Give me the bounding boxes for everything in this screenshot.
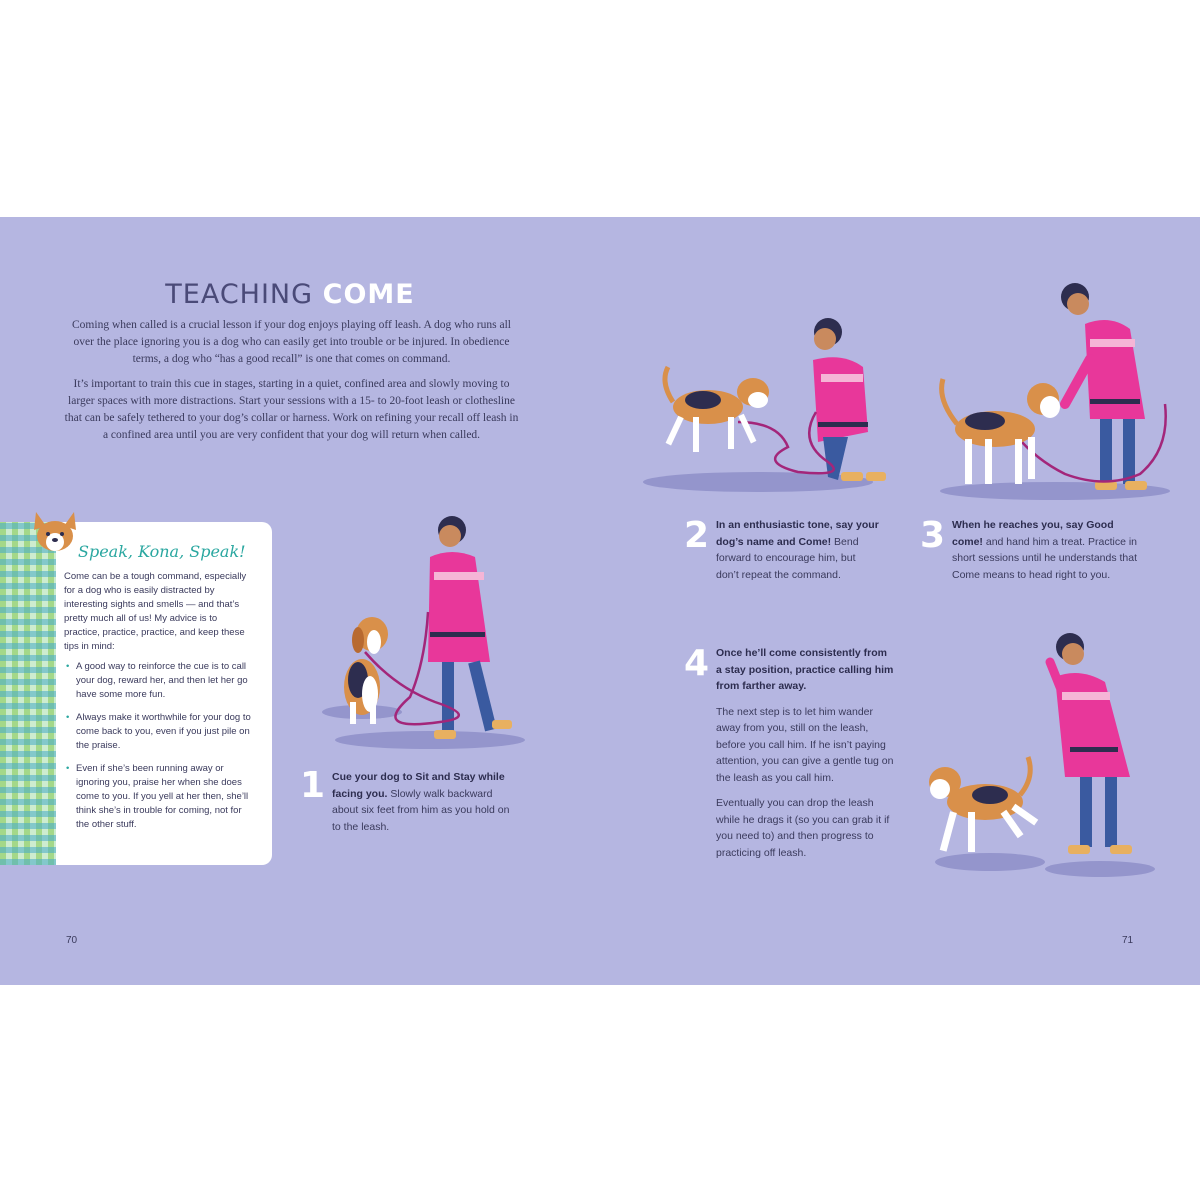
sidebar-tip: • Even if she’s been running away or ignoring you, praise her when she does come to you. If you yell at her then, she’ll think she’s in trouble for coming, not for the other stuff.	[64, 762, 252, 832]
step-1-body: Slowly walk backward about six feet from him as you hold on to the leash.	[332, 787, 510, 833]
step-3-body: and hand him a treat. Practice in short sessions until he understands that Come means to head right to you.	[952, 535, 1138, 581]
illustration-step-3	[925, 279, 1190, 504]
book-spread	[0, 217, 1200, 985]
intro-paragraph-2: It’s important to train this cue in stages, starting in a quiet, confined area and slowly moving to larger spaces with more distractions. Start your sessions with a 15- to 20-foot leash or clothesline that can be safely tethered to your dog’s collar or harness. Work on refining your recall off leash in a confined area until you are very confident that your dog will return when called.	[64, 378, 519, 441]
step-4-paragraph-2: The next step is to let him wander away from you, still on the leash, before you call him. If he isn’t paying attention, you can give a gentle tug on the leash as you call him.	[716, 705, 894, 784]
illustration-step-1	[310, 512, 530, 752]
page-title	[0, 279, 580, 310]
step-text-1	[332, 769, 517, 835]
step-4-paragraph-3: Eventually you can drop the leash while he drags it (so you can grab it if you need to) and then progress to practicing off leash.	[716, 797, 890, 859]
sidebar-title: Speak, Kona, Speak!	[78, 542, 246, 561]
sidebar-tip: • A good way to reinforce the cue is to call your dog, reward her, and then let her go have some more fun.	[64, 660, 252, 702]
step-1-bold: Cue your dog to Sit and Stay while facing you.	[332, 771, 505, 800]
corgi-icon	[30, 510, 80, 554]
illustration-step-2	[638, 312, 908, 502]
plaid-pattern	[0, 522, 58, 865]
sidebar-body	[64, 570, 252, 841]
step-number-4: 4	[684, 643, 710, 684]
sidebar-card	[56, 522, 272, 865]
step-text-4	[716, 645, 894, 870]
step-text-2	[716, 517, 881, 583]
sidebar-tips	[64, 660, 252, 832]
title-part-2: COME	[322, 279, 415, 310]
step-number-1: 1	[300, 765, 326, 806]
sidebar-box	[0, 522, 272, 865]
step-4-bold: Once he’ll come consistently from a stay position, practice calling him from farther away.	[716, 647, 894, 692]
intro-text	[64, 317, 519, 452]
step-2-body: Bend forward to encourage him, but don’t repeat the command.	[716, 535, 859, 581]
sidebar-intro: Come can be a tough command, especially for a dog who is easily distracted by interesting sights and smells — and that’s pretty much all of us! My advice is to practice, practice, practice, and keep these tips in mind:	[64, 571, 247, 652]
page-number-left: 70	[66, 935, 78, 946]
intro-paragraph-1: Coming when called is a crucial lesson if your dog enjoys playing off leash. A dog who runs all over the place ignoring you is a dog who can easily get into trouble or be injured. In obedience terms, a dog who “has a good recall” is one that comes on command.	[72, 319, 511, 365]
step-2-bold: In an enthusiastic tone, say your dog’s name and Come!	[716, 519, 879, 548]
page-number-right: 71	[1122, 935, 1134, 946]
step-text-3	[952, 517, 1140, 583]
title-part-1: TEACHING	[165, 279, 323, 310]
step-number-2: 2	[684, 515, 710, 556]
step-3-bold: When he reaches you, say Good come!	[952, 519, 1114, 548]
illustration-step-4	[910, 627, 1170, 882]
step-number-3: 3	[920, 515, 946, 556]
sidebar-tip: • Always make it worthwhile for your dog to come back to you, even if you just pile on the praise.	[64, 711, 252, 753]
